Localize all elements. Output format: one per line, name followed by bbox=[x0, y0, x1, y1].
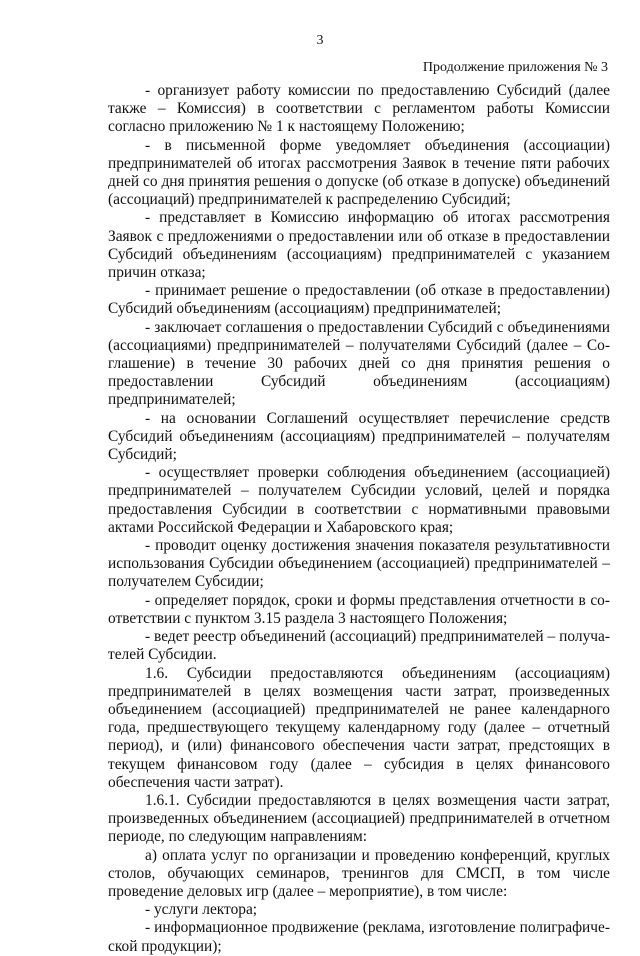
body-text bbox=[108, 82, 610, 956]
paragraph: - принимает решение о предоставлении (об отказе в предоставлении) Субсидий объединениям (ассоциациям) предпринимателей; bbox=[108, 282, 610, 318]
paragraph: а) оплата услуг по организации и проведению конференций, круглых столов, обучающих семинаров, тренингов для СМСП, в том числе проведение деловых игр (далее – мероприятие), в том числе: bbox=[108, 846, 610, 900]
page-number: 3 bbox=[316, 33, 324, 48]
continuation-label: Продолжение приложения № 3 bbox=[422, 60, 608, 75]
paragraph: - информационное продвижение (реклама, изготовление полиграфической продукции); bbox=[108, 919, 610, 955]
paragraph: - в письменной форме уведомляет объединения (ассоциации) предпринимателей об итогах рассмотрения Заявок в течение пяти рабочих дней со дня принятия решения о допуске (об отказе в допуске) объединений (ассоциаций) предпринимателей к распределению Субсидий; bbox=[108, 136, 610, 209]
paragraph: - на основании Соглашений осуществляет перечисление средств Субсидий объединениям (ассоциациям) предпринимателей – получателям Субсидий; bbox=[108, 409, 610, 464]
paragraph: - заключает соглашения о предоставлении Субсидий с объединениями (ассоциациями) предпринимателей – получателями Субсидий (далее – Соглашение) в течение 30 рабочих дней со дня принятия решения о предоставлении Субсидий объединениям (ассоциациям) предпринимателей; bbox=[108, 318, 610, 409]
paragraph: - организует работу комиссии по предоставлению Субсидий (далее также – Комиссия) в соответствии с регламентом работы Комиссии согласно приложению № 1 к настоящему Положению; bbox=[108, 82, 610, 136]
paragraph: - осуществляет проверки соблюдения объединением (ассоциацией) предпринимателей – получателем Субсидии условий, целей и порядка предоставления Субсидии в соответствии с нормативными правовыми актами Российской Федерации и Хабаровского края; bbox=[108, 464, 610, 536]
paragraph: - представляет в Комиссию информацию об итогах рассмотрения Заявок с предложениями о предоставлении или об отказе в предоставлении Субсидий объединениям (ассоциациям) предпринимателей с указанием причин отказа; bbox=[108, 209, 610, 282]
paragraph: - определяет порядок, сроки и формы представления отчетности в соответствии с пунктом 3.15 раздела 3 настоящего Положения; bbox=[108, 591, 610, 627]
paragraph: - ведет реестр объединений (ассоциаций) предпринимателей – получателей Субсидии. bbox=[108, 628, 610, 664]
paragraph: - проводит оценку достижения значения показателя результативности использования Субсидии объединением (ассоциацией) предпринимателей – получателем Субсидии; bbox=[108, 537, 610, 591]
paragraph: 1.6. Субсидии предоставляются объединениям (ассоциациям) предпринимателей в целях возмещения части затрат, произведенных объединением (ассоциацией) предпринимателей не ранее календарного года, предшествующего текущему календарному году (далее – отчетный период), и (или) финансового обеспечения части затрат, предстоящих в текущем финансовом году (далее – субсидия в целях финансового обеспечения части затрат). bbox=[108, 664, 610, 791]
paragraph: - услуги лектора; bbox=[145, 901, 258, 919]
paragraph: 1.6.1. Субсидии предоставляются в целях возмещения части затрат, произведенных объединением (ассоциацией) предпринимателей в отчетном периоде, по следующим направлениям: bbox=[108, 791, 610, 846]
